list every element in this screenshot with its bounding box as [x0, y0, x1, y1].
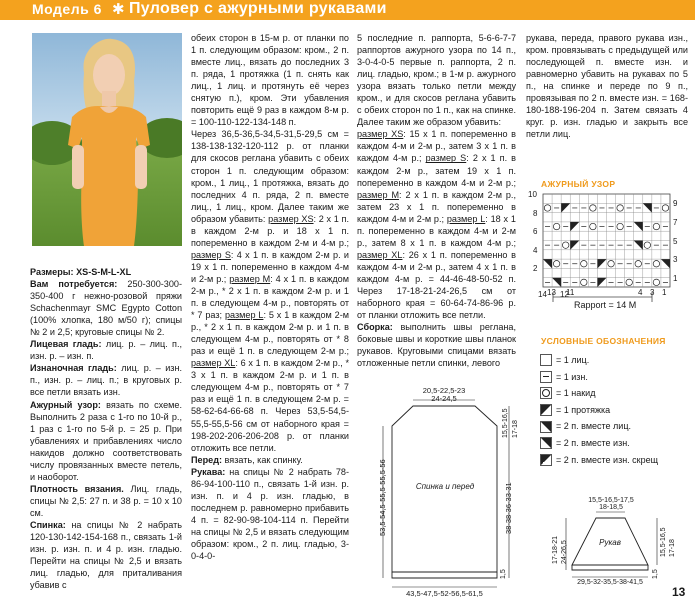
chart-row-number: 6	[533, 227, 538, 237]
chart-row-number: 3	[673, 255, 678, 265]
sleeve-size-l-text: 18 х 1 п. попеременно в каждом 4-м и 2-м р., затем 8 х 1 п. в каждом 4-м р.;	[357, 213, 516, 248]
chart-stitch-number: 3	[650, 288, 655, 297]
yarn-over-mark	[553, 261, 559, 267]
body-top-width: 20,5-22,5-23	[422, 386, 466, 395]
front-text: вязать, как спинку.	[224, 454, 303, 465]
sleeve-piece-label: Рукав	[599, 538, 621, 547]
chart-row-number: 8	[533, 208, 538, 218]
size-xs-label: размер XS	[268, 213, 314, 224]
materials-label: Вам потребуется:	[30, 279, 118, 290]
column-1	[30, 266, 182, 591]
ssk-mark	[597, 259, 606, 268]
body-band-height: 1,5	[500, 569, 507, 579]
size-l-label: размер L	[224, 310, 264, 321]
sleeve-height-right: 15,5-16,5	[660, 527, 667, 557]
size-xs-value: 2 х 1 п.	[318, 213, 349, 224]
sleeve-size-xs-text: 15 х 1 п. попеременно в каждом 4-м и 2-м р., затем 3 х 1 п. в каждом 4-м р.;	[357, 129, 516, 164]
assembly-label: Сборка:	[357, 322, 393, 333]
k2tog-mark	[552, 278, 561, 287]
body-total-height: 53,5-54,5-55,5-55,5-56	[378, 459, 387, 536]
snowflake-icon: ✱	[112, 1, 125, 18]
ssk-decrease-icon	[540, 404, 552, 416]
body-raglan-height-2: 17-18	[512, 420, 519, 438]
sleeve-size-s-label: размер S	[425, 153, 467, 164]
chart-row-number: 1	[673, 273, 678, 283]
yarn-over-mark	[626, 279, 632, 285]
chart-stitch-number: 4	[638, 288, 643, 297]
reverse-stockinette-label: Изнаночная гладь:	[30, 363, 117, 374]
column-2: обеих сторон в 15-м р. от планки по 1 п. следующим образом: кром., 2 п. вместе лиц., вязать до последних 3 п. ряда, 1 протяжка (1 п. снять как лиц., 1 лиц. и протянуть её через снятую п.), кром. Эти убавления повторить ещё 9 раз в каждом 8-м р. = 100-110-122-134-148 п. Через 36,5-36,5-34,5-31,5-29,5 см = 138-138-132-120-112 р. от планки для скосов реглана убавить с обеих сторон 1 п. следующим образом: кром., 1 лиц., 1 протяжка, вязать до последних 4 п. ряда, 2 п. вместе лиц., 1 лиц., кром. Далее таким же образом убавить: размер XS: 2 х 1 п. в каждом 2-м р. и 18 х 1 п. попеременно в каждом 2-м и 4-м р.; размер S: 4 х 1 п. в каждом 2-м р. и 19 х 1 п. попеременно в каждом 4-м и 2-м р.; размер M: 4 х 1 п. в каждом 2-м р., * 2 х 1 п. в каждом 2-м р. и 1 п. в следующем 4-м р., повторять от * 7 раз; размер L: 5 х 1 в каждом 2-м р., * 2 х 1 п. в каждом 2-м р. и 1 п. в следующем 4-м р., повторять от * 8 раз и ещё 1 п. в следующем 2-м р.; размер XL: 6 х 1 п. в каждом 2-м р., * 3 х 1 п. в каждом 2-м р. и 1 п. в следующем 4-м р., повторять от * 7 раз и ещё 1 п. в следующем 2-м р. = 58-62-64-66-68 п. Через 53,5-54,5-55,5-55,5-56 см от наборного края = 198-202-206-206-208 р. от планки отложить все петли. Перед: вязать, как спинку. Рукава: на спицы № 2 набрать 78-86-94-100-110 п., связать 1-й изн. р. изн. п. и 4 р. изн. гладью, в последнем р. равномерно прибавить 4 п. = 82-90-98-104-114 п. Перейти на спицы № 2,5 и вязать следующим образом: кром., 2 п. лиц. гладью, 3-0-4-0-	[191, 33, 349, 562]
yarn-over-mark	[653, 261, 659, 267]
legend-label: = 1 лиц.	[556, 355, 590, 365]
legend-item	[540, 452, 690, 469]
size-xl-text: 6 х 1 п. в каждом 2-м р., * 3 х 1 п. в каждом 2-м р. и 1 п. в следующем 4-м р., повторять от * 7 раз и ещё 1 п. в следующем 2-м р. = 58-62-64-66-68 п. Через 53,5-54,5-55,5-55,5-56 см от наборного края = 198-202-206-206-208 р. от планки отложить все петли.	[191, 358, 349, 453]
sizes-value: XS-S-M-L-XL	[76, 267, 132, 277]
size-xl-label: размер XL	[191, 358, 236, 369]
model-number: Модель 6	[32, 1, 102, 17]
body-schematic	[383, 400, 509, 587]
front-label: Перед:	[191, 454, 223, 465]
chart-stitch-number: 14	[538, 290, 547, 299]
page-title: Пуловер с ажурными рукавами	[129, 0, 387, 17]
body-piece-label: Спинка и перед	[415, 482, 475, 491]
chart-row-number: 5	[673, 236, 678, 246]
back-label: Спинка:	[30, 519, 66, 530]
chart-row-number: 10	[528, 190, 537, 199]
lace-chart	[543, 194, 670, 302]
yarn-over-mark	[662, 205, 668, 211]
legend-label: = 2 п. вместе изн.	[556, 437, 630, 448]
model-photo	[32, 33, 182, 246]
chart-row-number: 9	[673, 199, 678, 209]
yarn-over-mark	[581, 261, 587, 267]
yarn-over-mark	[617, 205, 623, 211]
size-m-text: 4 х 1 п. в каждом 2-м р., * 2 х 1 п. в каждом 2-м р. и 1 п. в следующем 4-м р., повторять от * 7 раз;	[191, 273, 349, 321]
ssk-mark	[570, 241, 579, 250]
yarn-over-mark	[562, 242, 568, 248]
body-top-width-2: 24-24,5	[431, 394, 457, 403]
chart-row-number: 2	[533, 264, 538, 274]
sleeves-label: Рукава:	[191, 466, 226, 477]
sleeve-size-l-label: размер L	[446, 213, 486, 224]
yarn-over-mark	[581, 279, 587, 285]
p2tog-tbl-icon	[540, 454, 552, 466]
stockinette-text: лиц. р. – лиц. п., изн. р. – изн. п.	[30, 339, 183, 362]
sleeve-size-m-text: 2 х 1 п. в каждом 2-м р., затем 23 х 1 п. попеременно в каждом 4-м и 2-м р.;	[357, 189, 516, 224]
ssk-mark	[597, 278, 606, 287]
legend-label: = 2 п. вместе лиц.	[556, 421, 631, 432]
lace-pattern-text: вязать по схеме. Выполнить 2 раза с 1-го по 10-й р., 1 раз с 1-го по 5-й р. = 25 р. При убавлениях и прибавлениях число накидов должно соответствовать числу провязанных вместе петель, и наоборот.	[30, 399, 182, 482]
body-side-height: 38-38-36-33-31	[504, 482, 513, 534]
back-text: на спицы № 2 набрать 120-130-142-154-168 п., связать 1-й изн. р. изн. п. и 4 р. изн. гладью. Перейти на спицы № 2,5 и вязать лиц. гладью, для приталивания убавив с	[30, 519, 182, 591]
sleeve-size-xl-label: размер XL	[357, 249, 403, 260]
size-s-text: 4 х 1 п. в каждом 2-м р. и 19 х 1 п. попеременно в каждом 4-м и 2-м р.;	[191, 249, 349, 284]
sleeve-size-xs-label: размер XS	[357, 129, 404, 140]
sleeve-size-s-text: 2 х 1 п. в каждом 2-м р., затем 19 х 1 п. попеременно в каждом 4-м и 2-м р.;	[357, 153, 516, 188]
reverse-stockinette-text: лиц. р. – изн. п., изн. р. – лиц. п.; в круговых р. все петли вязать изн.	[30, 363, 182, 398]
purl-symbol-icon	[540, 371, 552, 383]
gauge-text: Лиц. гладь, спицы № 2,5: 27 п. и 38 р. = 10 х 10 см.	[30, 483, 182, 518]
yarn-over-mark	[653, 279, 659, 285]
chart-row-number: 7	[673, 217, 678, 227]
lace-pattern-label: Ажурный узор:	[30, 399, 101, 410]
size-xs-text: в каждом 2-м р. и 18 х 1 п. попеременно в каждом 2-м и 4-м р.;	[191, 225, 349, 248]
raglan-text: Через 36,5-36,5-34,5-31,5-29,5 см = 138-138-132-120-112 р. от планки для скосов реглана убавить с обеих сторон 1 п. следующим образом: кром., 1 лиц., 1 протяжка, вязать до последних 4 п. ряда, 2 п. вместе лиц., 1 лиц., кром. Далее таким же образом убавить:	[191, 129, 349, 224]
legend-item	[540, 418, 690, 435]
yarn-over-mark	[644, 242, 650, 248]
size-m-label: размер M	[229, 273, 271, 284]
chart-rapport: Rapport = 14 M	[574, 300, 637, 310]
back-decreases-text: обеих сторон в 15-м р. от планки по 1 п. следующим образом: кром., 2 п. вместе лиц., вязать до последних 3 п. ряда, 1 протяжка (1 п. снять как лиц., 1 лиц. и протянуть её через снятую п.), кром. Эти убавления повторить ещё 9 раз в каждом 8-м р. = 100-110-122-134-148 п.	[191, 33, 349, 128]
sleeve-height-left-2: 24-26,5	[561, 540, 568, 564]
model-photo-illustration	[32, 33, 182, 246]
sleeves-continued-text: 5 последние п. раппорта, 5-6-6-7-7 раппортов ажурного узора по 14 п., 3-0-4-0-5 первые п. раппорта, 2 п. лиц. гладью, кром.; в 1-м р. ажурного узора вязать только петли между кром., и для скосов реглана убавить с обеих сторон по 1 п., как на спинке. Далее таким же образом убавить:	[357, 33, 516, 128]
sleeve-bottom-width: 29,5-32-35,5-38-41,5	[577, 579, 643, 586]
chart-row-number: 4	[533, 245, 538, 255]
k2tog-mark	[661, 259, 670, 268]
yarn-over-mark	[617, 223, 623, 229]
sleeve-height-right-2: 17-18	[669, 539, 676, 557]
yarn-over-mark	[635, 261, 641, 267]
yarn-over-icon	[540, 387, 552, 399]
sleeve-top-width-2: 18-18,5	[599, 504, 623, 511]
k2tog-mark	[634, 241, 643, 250]
body-bottom-width: 43,5-47,5-52-56,5-61,5	[406, 589, 483, 598]
yarn-over-mark	[653, 223, 659, 229]
legend-label: = 1 накид	[556, 388, 596, 399]
sizes-label: Размеры:	[30, 267, 74, 277]
size-l-text: 5 х 1 в каждом 2-м р., * 2 х 1 п. в каждом 2-м р. и 1 п. в следующем 4-м р., повторять от * 8 раз и ещё 1 п. в следующем 2-м р.;	[191, 310, 349, 357]
k2tog-mark	[643, 203, 652, 212]
k2tog-icon	[540, 421, 552, 433]
materials-text: 250-300-300-350-400 г нежно-розовой пряжи Schachenmayr SMC Egypto Cotton (100% хлопка, 180 м/50 г); спицы № 2 и 2,5; круговые спицы № 2.	[30, 279, 183, 338]
sleeve-band-height: 1,5	[652, 569, 659, 579]
knit-symbol-icon	[540, 354, 552, 366]
legend-list	[540, 352, 690, 468]
legend-label: = 1 изн.	[556, 371, 588, 382]
legend-item	[540, 352, 690, 369]
legend-item	[540, 435, 690, 452]
legend-title: УСЛОВНЫЕ ОБОЗНАЧЕНИЯ	[541, 336, 666, 346]
size-s-label: размер S	[191, 249, 231, 260]
body-raglan-height: 15,5-16,5	[502, 408, 509, 438]
yarn-over-mark	[590, 223, 596, 229]
sleeves-text: на спицы № 2 набрать 78-86-94-100-110 п., связать 1-й изн. р. изн. п. и 4 р. изн. гладью, в последнем р. равномерно прибавить 4 п. = 82-90-98-104-114 п. Перейти на спицы № 2,5 и вязать следующим образом: кром., 2 п. лиц. гладью, 3-0-4-0-	[191, 466, 349, 562]
legend-item	[540, 385, 690, 402]
legend-item	[540, 402, 690, 419]
sleeve-top-width: 15,5-16,5-17,5	[588, 497, 634, 504]
sleeve-height-left: 17-18-21	[552, 535, 559, 564]
column-3: 5 последние п. раппорта, 5-6-6-7-7 раппортов ажурного узора по 14 п., 3-0-4-0-5 первые п. раппорта, 2 п. лиц. гладью, кром.; в 1-м р. ажурного узора вязать только петли между кром., и для скосов реглана убавить с обеих сторон по 1 п., как на спинке. Далее таким же образом убавить: размер XS: 15 х 1 п. попеременно в каждом 4-м и 2-м р., затем 3 х 1 п. в каждом 4-м р.; размер S: 2 х 1 п. в каждом 2-м р., затем 19 х 1 п. попеременно в каждом 4-м и 2-м р.; размер M: 2 х 1 п. в каждом 2-м р., затем 23 х 1 п. попеременно в каждом 4-м и 2-м р.; размер L: 18 х 1 п. попеременно в каждом 4-м и 2-м р., затем 8 х 1 п. в каждом 4-м р.; размер XL: 26 х 1 п. попеременно в каждом 4-м и 2-м р., затем 4 х 1 п. в каждом 4-м р. = 44-46-48-50-52 п. Через 17-18-21-24-26,5 см от наборного края = 60-64-74-86-96 р. от планки отложить все петли. Сборка: выполнить швы реглана, боковые швы и короткие швы планок рукавов. Круговыми спицами вязать отложенные петли спинки, левого	[357, 33, 517, 369]
p2tog-icon	[540, 437, 552, 449]
page-number: 13	[672, 585, 686, 599]
yarn-over-mark	[590, 205, 596, 211]
chart-title: АЖУРНЫЙ УЗОР	[541, 179, 616, 189]
yarn-over-mark	[553, 223, 559, 229]
page-header	[0, 0, 695, 20]
finishing-text: рукава, переда, правого рукава изн., кром. провязывать с предыдущей или последующей п. вместе изн. и равномерно убавить на рукавах по 5 п., на спинке и переде по 9 п., провязывая по 2 п. вместе изн. = 168-180-188-196-204 п. Затем связать 4 круг. р. изн. гладью и закрыть все петли лиц.	[526, 33, 688, 140]
column-4	[526, 32, 688, 140]
chart-stitch-number: 1	[662, 288, 667, 297]
gauge-label: Плотность вязания.	[30, 483, 124, 494]
ssk-mark	[561, 203, 570, 212]
legend-item	[540, 369, 690, 386]
ssk-mark	[570, 222, 579, 231]
chart-stitch-number: 11	[566, 288, 575, 297]
assembly-text: выполнить швы реглана, боковые швы и короткие швы планок рукавов. Круговыми спицами вязать отложенные петли спинки, левого	[357, 322, 516, 369]
stockinette-label: Лицевая гладь:	[30, 339, 102, 350]
chart-stitch-number: 12	[560, 290, 569, 299]
sleeve-size-m-label: размер M	[357, 189, 400, 200]
legend-label: = 2 п. вместе изн. скрещ	[556, 454, 659, 465]
k2tog-mark	[634, 222, 643, 231]
legend-label: = 1 протяжка	[556, 404, 611, 415]
yarn-over-mark	[608, 261, 614, 267]
sleeve-size-xl-text: 26 х 1 п. попеременно в каждом 4-м и 2-м р., затем 4 х 1 п. в каждом 4-м р. = 44-46-48-50-52 п. Через 17-18-21-24-26,5 см от наборного края = 60-64-74-86-96 р. от планки отложить все петли.	[357, 249, 517, 321]
chart-stitch-number: 13	[547, 288, 556, 297]
k2tog-mark	[543, 259, 552, 268]
yarn-over-mark	[544, 205, 550, 211]
